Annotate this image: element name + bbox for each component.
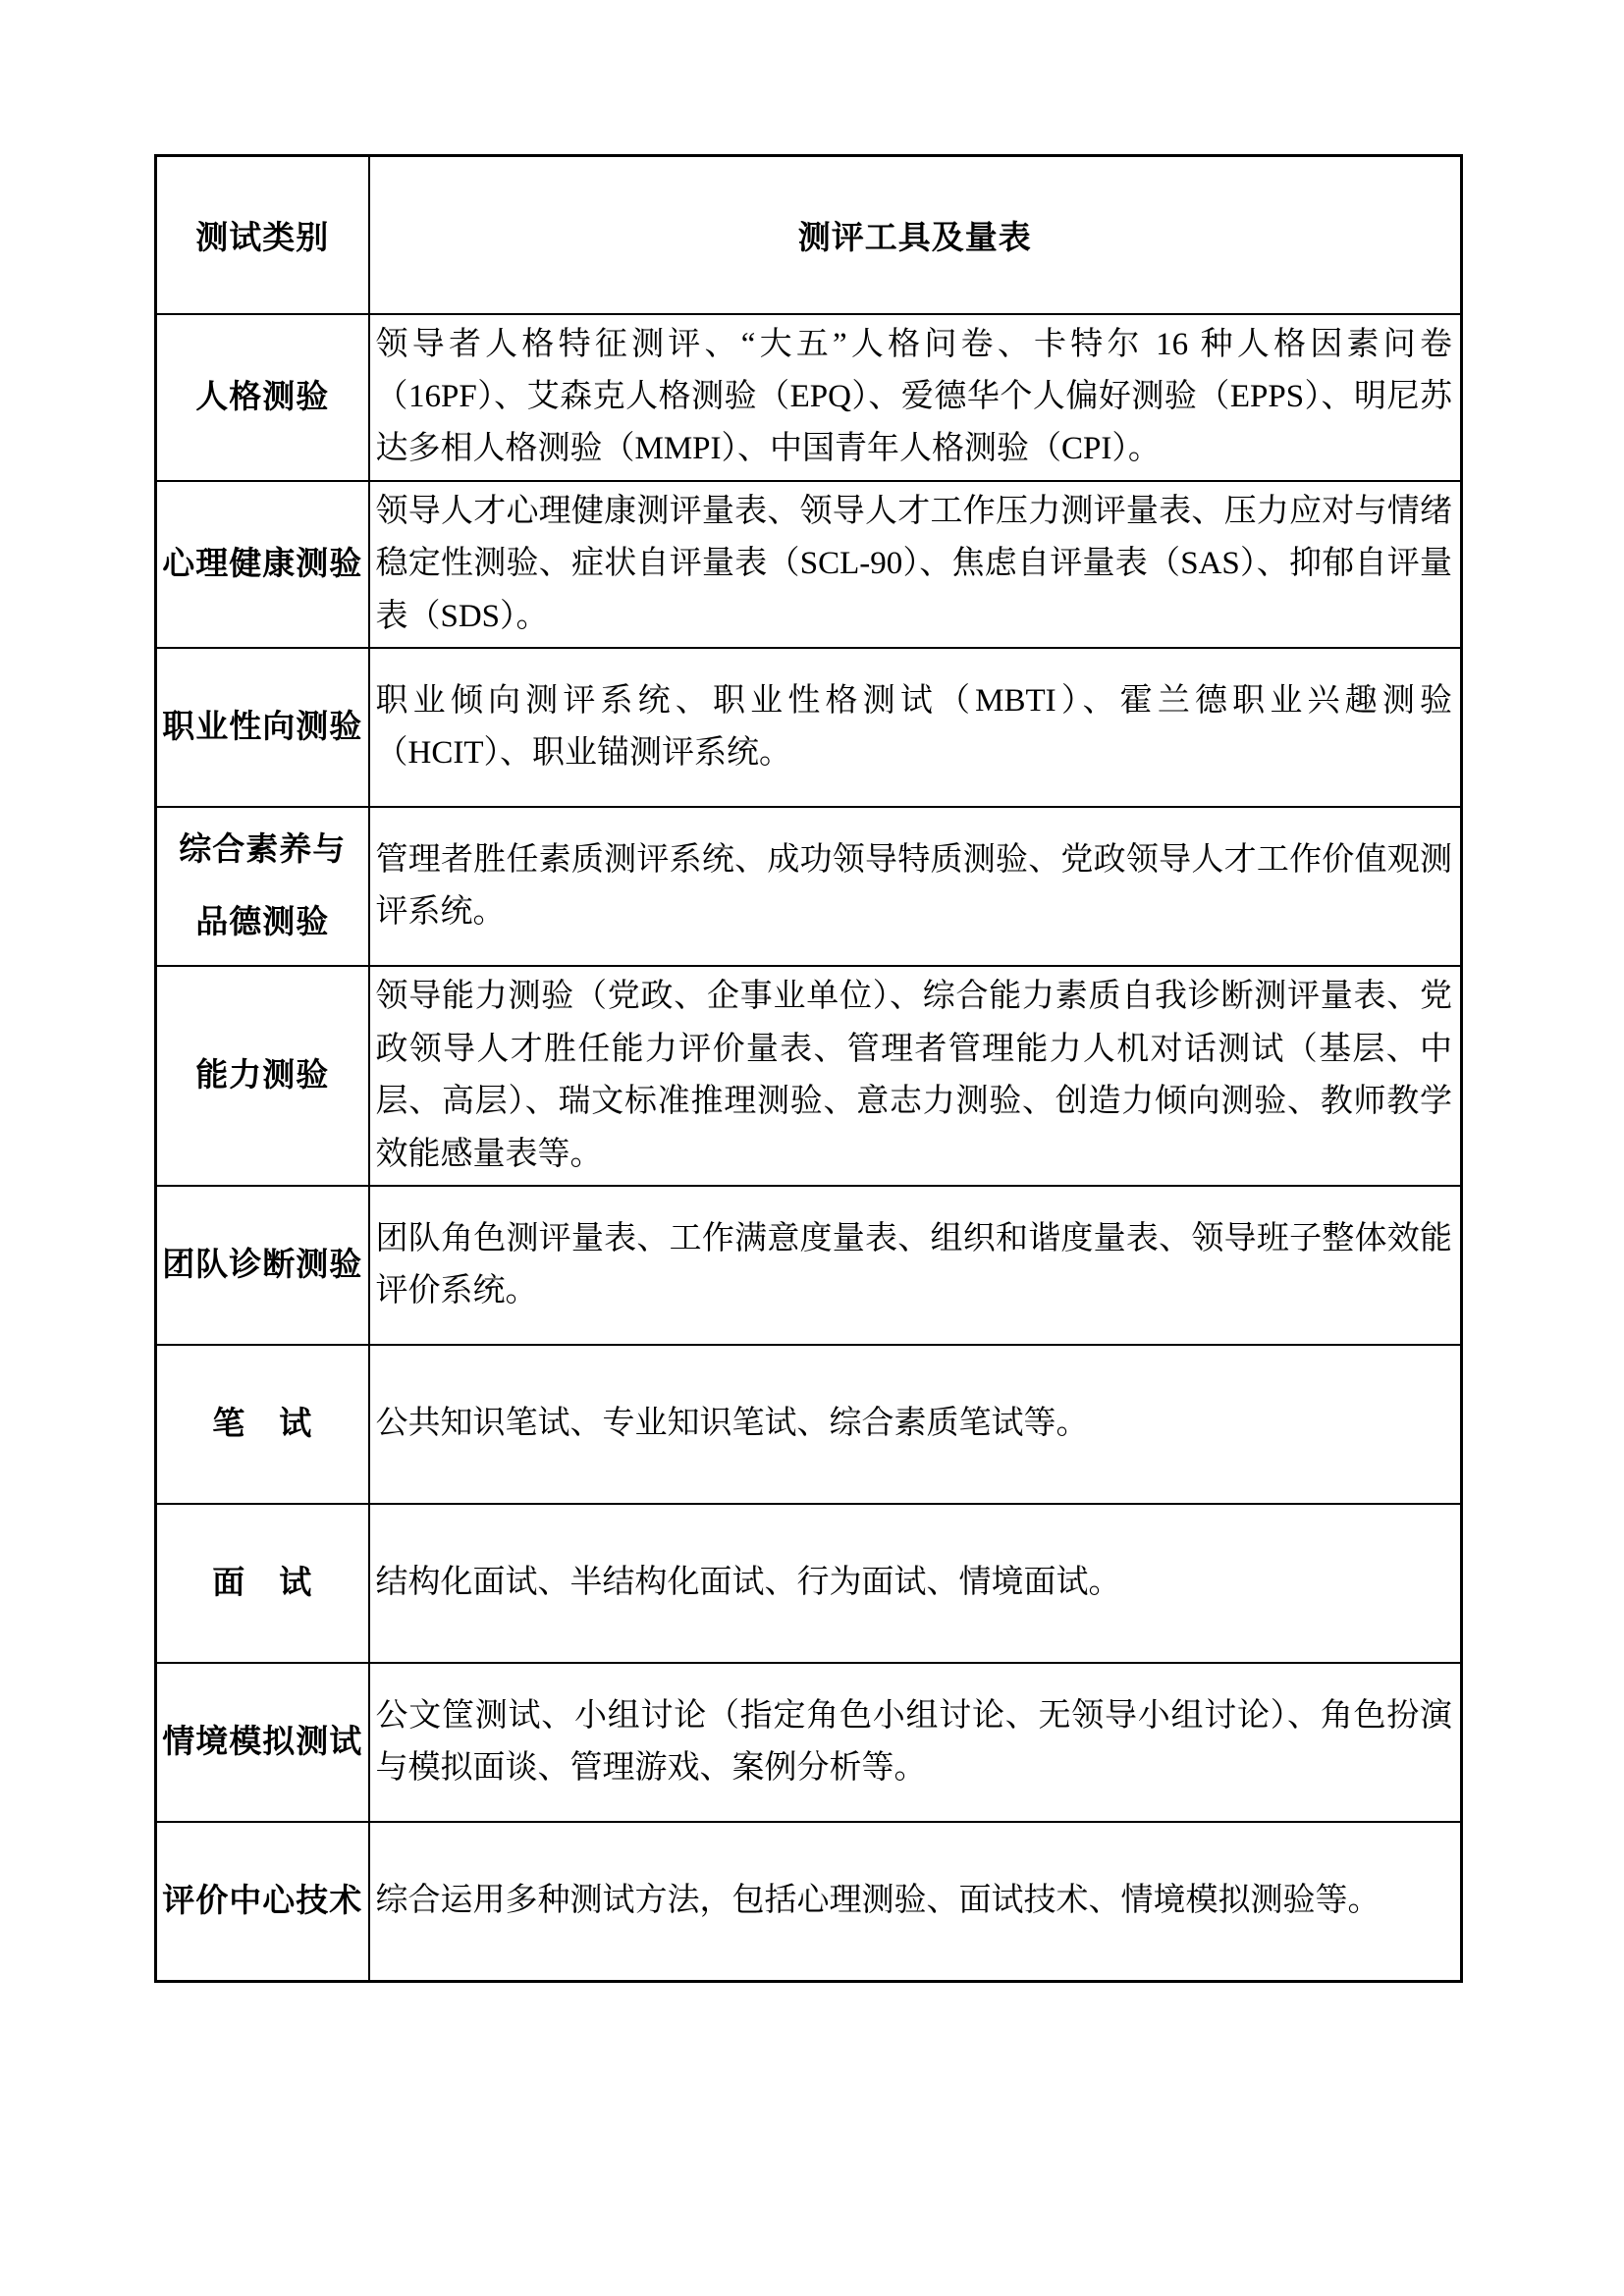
category-cell: 人格测验	[156, 314, 369, 481]
table-row	[156, 1822, 1462, 1981]
tools-cell: 公共知识笔试、专业知识笔试、综合素质笔试等。	[369, 1345, 1462, 1504]
table-row	[156, 314, 1462, 481]
table-row	[156, 1504, 1462, 1663]
table-row	[156, 966, 1462, 1186]
category-cell: 能力测验	[156, 966, 369, 1186]
column-header-category: 测试类别	[156, 156, 369, 314]
table-row	[156, 481, 1462, 648]
column-header-tools: 测评工具及量表	[369, 156, 1462, 314]
tools-cell: 公文筐测试、小组讨论（指定角色小组讨论、无领导小组讨论）、角色扮演与模拟面谈、管理游戏、案例分析等。	[369, 1663, 1462, 1822]
category-cell: 笔 试	[156, 1345, 369, 1504]
assessment-tools-table	[154, 154, 1463, 1983]
tools-cell: 结构化面试、半结构化面试、行为面试、情境面试。	[369, 1504, 1462, 1663]
category-cell: 综合素养与 品德测验	[156, 807, 369, 966]
tools-cell: 领导者人格特征测评、“大五”人格问卷、卡特尔 16 种人格因素问卷（16PF）、艾森克人格测验（EPQ）、爱德华个人偏好测验（EPPS）、明尼苏达多相人格测验（MMPI）、中国青年人格测验（CPI）。	[369, 314, 1462, 481]
category-cell: 评价中心技术	[156, 1822, 369, 1981]
tools-cell: 领导人才心理健康测评量表、领导人才工作压力测评量表、压力应对与情绪稳定性测验、症状自评量表（SCL-90）、焦虑自评量表（SAS）、抑郁自评量表（SDS）。	[369, 481, 1462, 648]
table-row	[156, 648, 1462, 807]
tools-cell: 职业倾向测评系统、职业性格测试（MBTI）、霍兰德职业兴趣测验（HCIT）、职业锚测评系统。	[369, 648, 1462, 807]
table-row	[156, 1186, 1462, 1345]
table-row	[156, 807, 1462, 966]
tools-cell: 综合运用多种测试方法，包括心理测验、面试技术、情境模拟测验等。	[369, 1822, 1462, 1981]
table-header-row	[156, 156, 1462, 314]
category-cell: 面 试	[156, 1504, 369, 1663]
category-cell: 心理健康测验	[156, 481, 369, 648]
category-cell: 团队诊断测验	[156, 1186, 369, 1345]
tools-cell: 领导能力测验（党政、企事业单位）、综合能力素质自我诊断测评量表、党政领导人才胜任能力评价量表、管理者管理能力人机对话测试（基层、中层、高层）、瑞文标准推理测验、意志力测验、创造力倾向测验、教师教学效能感量表等。	[369, 966, 1462, 1186]
tools-cell: 团队角色测评量表、工作满意度量表、组织和谐度量表、领导班子整体效能评价系统。	[369, 1186, 1462, 1345]
category-cell: 职业性向测验	[156, 648, 369, 807]
category-cell: 情境模拟测试	[156, 1663, 369, 1822]
tools-cell: 管理者胜任素质测评系统、成功领导特质测验、党政领导人才工作价值观测评系统。	[369, 807, 1462, 966]
table-row	[156, 1345, 1462, 1504]
table-row	[156, 1663, 1462, 1822]
